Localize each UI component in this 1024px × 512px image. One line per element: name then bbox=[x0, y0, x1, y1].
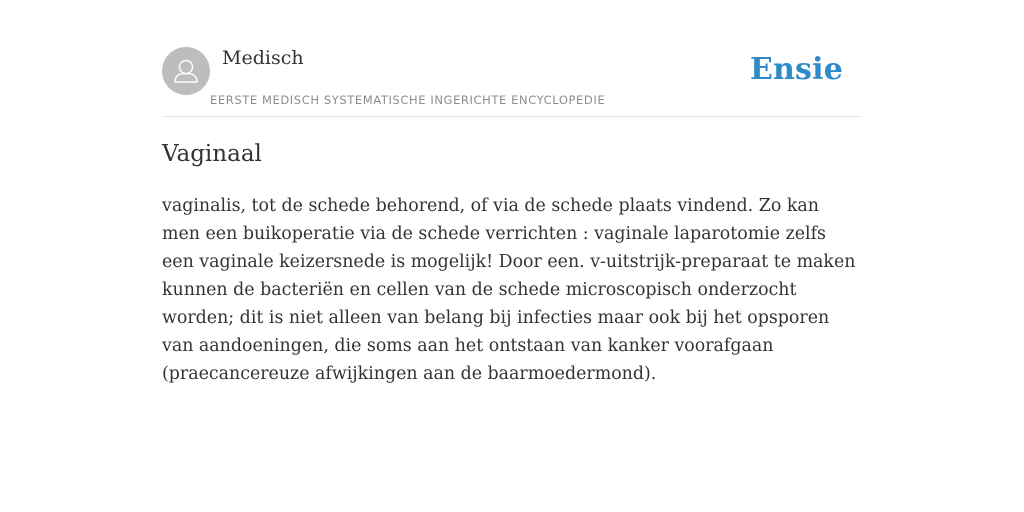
ensie-logo[interactable]: Ensie bbox=[749, 52, 843, 87]
article-body: vaginalis, tot de schede behorend, of via de schede plaats vindend. Zo kan men een buikoperatie via de schede verrichten : vaginale laparotomie zelfs een vaginale keizersnede is mogelijk! Door een. v-uitstrijk-preparaat te maken kunnen de bacteriën en cellen van de schede microscopisch onderzocht worden; dit is niet alleen van belang bij infecties maar ook bij het opsporen van aandoeningen, die soms aan het ontstaan van kanker voorafgaan (praecancereuze afwijkingen aan de baarmoedermond). bbox=[162, 196, 856, 384]
page-title: Vaginaal bbox=[162, 141, 262, 167]
user-icon bbox=[162, 47, 210, 95]
author-name[interactable]: Medisch bbox=[222, 47, 304, 69]
author-subtitle: EERSTE MEDISCH SYSTEMATISCHE INGERICHTE ENCYCLOPEDIE bbox=[210, 93, 606, 107]
author-avatar[interactable] bbox=[162, 47, 210, 95]
header bbox=[162, 46, 862, 117]
